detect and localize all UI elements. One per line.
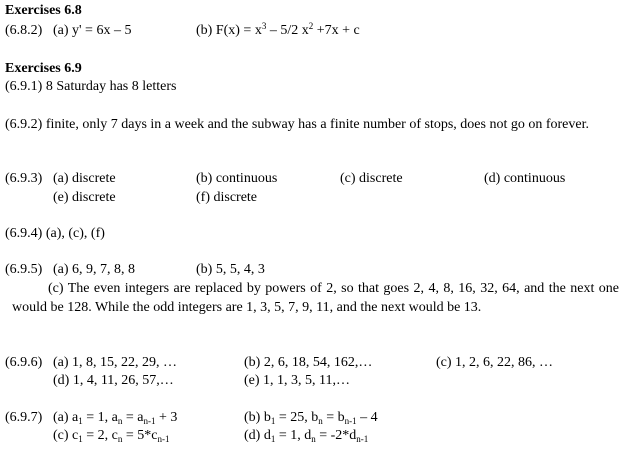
problem-6-9-5-label: (6.9.5) bbox=[5, 262, 43, 277]
problem-6-9-7-b: (b) $b_1 = 25$, $b_n = b_{n-1} - 4$ bbox=[244, 410, 378, 426]
problem-6-9-6-d: (d) 1, 4, 11, 26, 57,… bbox=[53, 373, 174, 388]
problem-6-9-3-c: (c) discrete bbox=[340, 171, 403, 186]
problem-6-9-1: (6.9.1) 8 Saturday has 8 letters bbox=[5, 79, 177, 94]
problem-6-9-6-b: (b) 2, 6, 18, 54, 162,… bbox=[244, 355, 373, 370]
problem-6-9-6-c: (c) 1, 2, 6, 22, 86, … bbox=[436, 355, 554, 370]
problem-6-9-3-e: (e) discrete bbox=[53, 190, 116, 205]
problem-6-9-6-a: (a) 1, 8, 15, 22, 29, … bbox=[53, 355, 178, 370]
problem-6-9-5-c: (c) The even integers are replaced by powers of 2, so that goes 2, 4, 8, 16, 32, 64, and the next one would be 128. While the odd integers are 1, 3, 5, 7, 9, 11, and the next would be 13. bbox=[12, 281, 619, 315]
problem-6-9-6-label: (6.9.6) bbox=[5, 355, 43, 370]
problem-6-9-3-b: (b) continuous bbox=[196, 171, 278, 186]
problem-6-9-3-f: (f) discrete bbox=[196, 190, 258, 205]
problem-6-9-3-d: (d) continuous bbox=[484, 171, 566, 186]
problem-6-9-7-d: (d) $d_1 = 1$, $d_n = -2*d_{n-1}$ bbox=[244, 428, 369, 444]
problem-6-8-2-a: (a) y' = 6x – 5 bbox=[53, 23, 132, 38]
heading-exercises-6-8: Exercises 6.8 bbox=[5, 3, 82, 18]
problem-6-9-3-a: (a) discrete bbox=[53, 171, 116, 186]
problem-6-9-7-label: (6.9.7) bbox=[5, 410, 43, 425]
problem-6-8-2-label: (6.8.2) bbox=[5, 23, 43, 38]
problem-6-9-5-b: (b) 5, 5, 4, 3 bbox=[196, 262, 265, 277]
problem-6-9-3-label: (6.9.3) bbox=[5, 171, 43, 186]
problem-6-8-2-b: (b) $F(x) = x^3 - 5/2$ $x^2 +7x + c$ bbox=[196, 21, 360, 38]
heading-exercises-6-9: Exercises 6.9 bbox=[5, 61, 82, 76]
problem-6-9-6-e: (e) 1, 1, 3, 5, 11,… bbox=[244, 373, 351, 388]
problem-6-9-5-a: (a) 6, 9, 7, 8, 8 bbox=[53, 262, 136, 277]
problem-6-9-4: (6.9.4) (a), (c), (f) bbox=[5, 226, 105, 241]
problem-6-9-2: (6.9.2) finite, only 7 days in a week and the subway has a finite number of stops, does not go on forever. bbox=[5, 117, 589, 132]
problem-6-9-7-c: (c) $c_1 = 2$, $c_n = 5*c_{n-1}$ bbox=[53, 428, 170, 444]
problem-6-9-7-a: (a) $a_1 = 1$, $a_n = a_{n-1} + 3$ bbox=[53, 410, 178, 426]
